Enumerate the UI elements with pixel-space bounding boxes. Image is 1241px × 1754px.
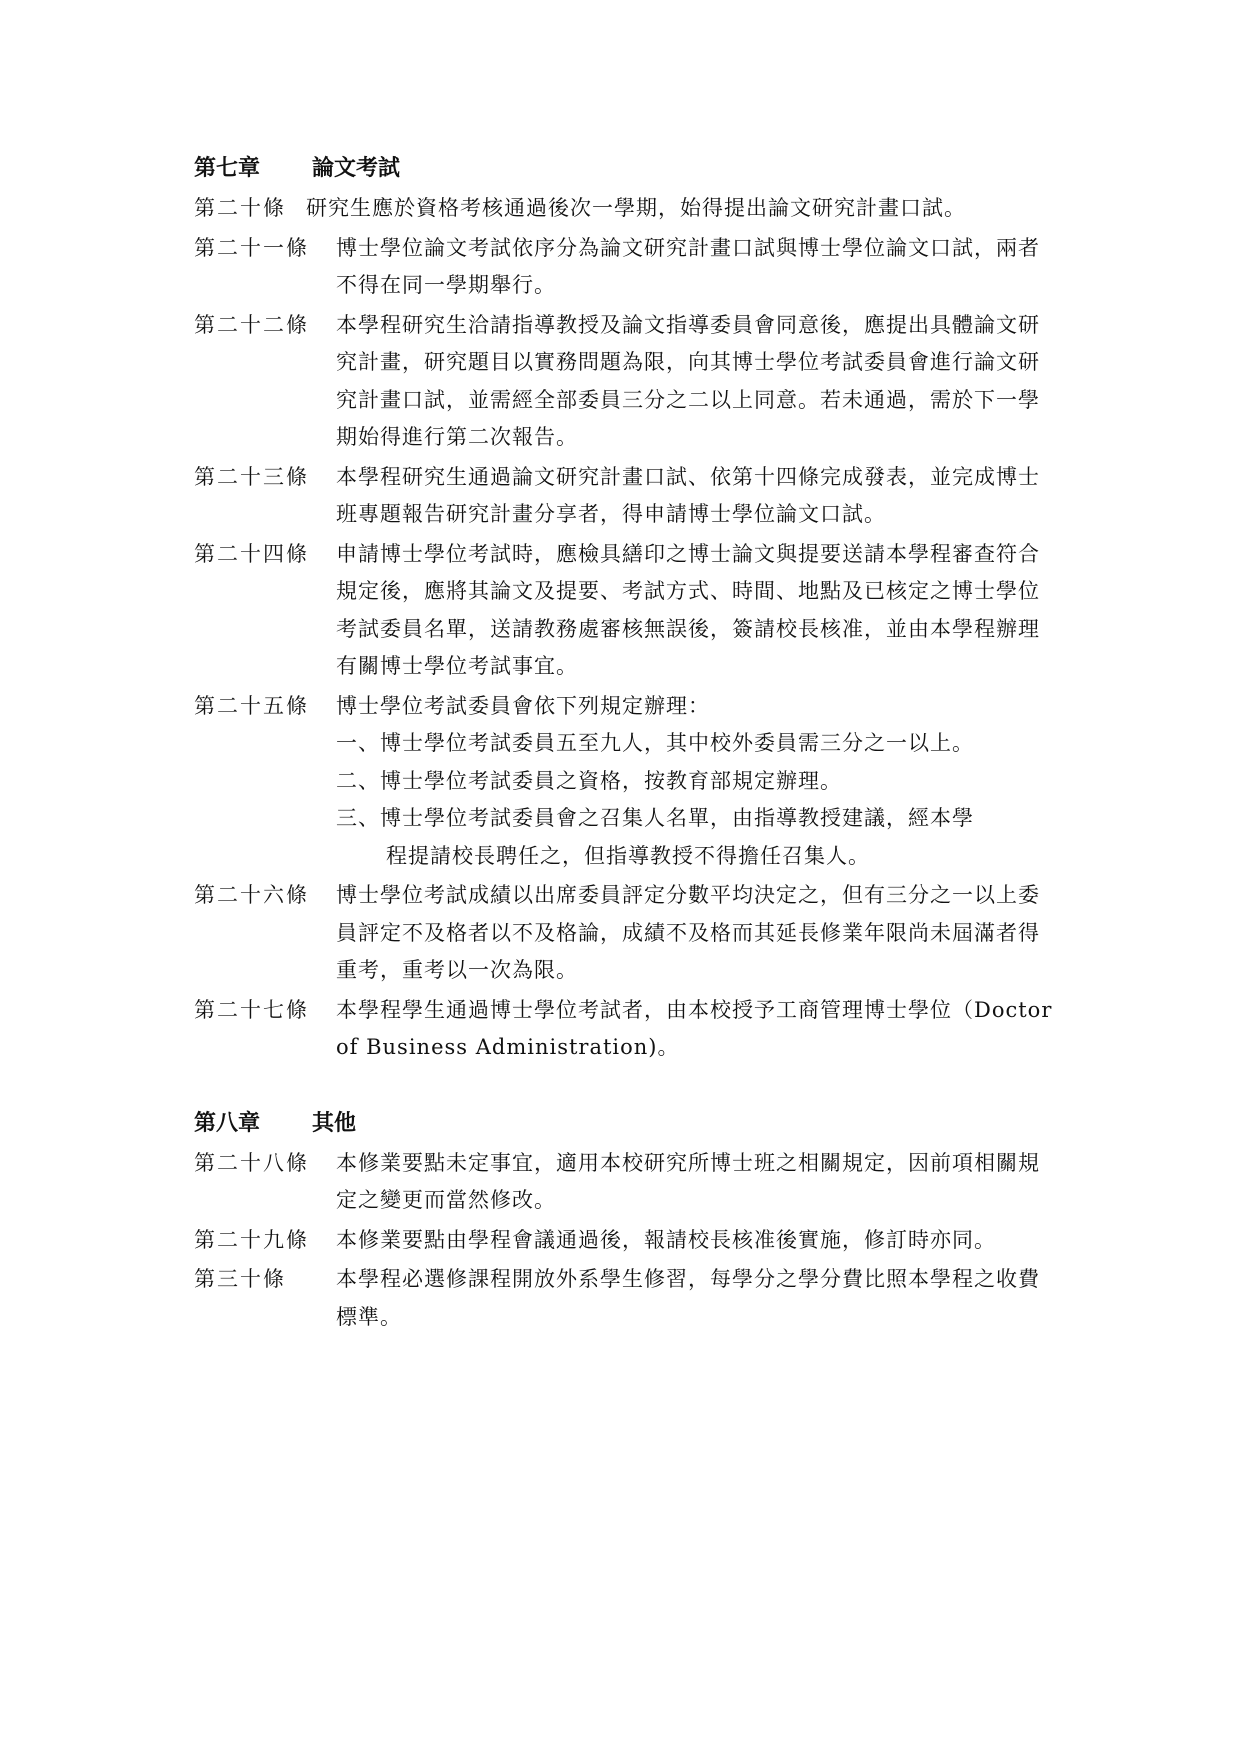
- article-26: [194, 877, 1060, 990]
- article-label: 第二十四條: [194, 541, 309, 566]
- article-text: 本學程研究生通過論文研究計畫口試、依第十四條完成發表，並完成博士班專題報告研究計畫分享者，得申請博士學位論文口試。: [336, 464, 1040, 526]
- article-20: [194, 190, 1060, 228]
- article-29: [194, 1222, 1060, 1260]
- article-label: 第二十五條: [194, 693, 309, 718]
- document-page: [194, 150, 1060, 1338]
- list-item-3-text: 三、博士學位考試委員會之召集人名單，由指導教授建議，經本學: [336, 806, 974, 830]
- article-22: [194, 307, 1060, 457]
- article-label: 第二十七條: [194, 997, 309, 1022]
- article-28: [194, 1145, 1060, 1220]
- article-text: 本修業要點未定事宜，適用本校研究所博士班之相關規定，因前項相關規定之變更而當然修改。: [336, 1150, 1040, 1212]
- article-text: 博士學位論文考試依序分為論文研究計畫口試與博士學位論文口試，兩者不得在同一學期舉行。: [336, 235, 1040, 297]
- chapter-number: 第八章: [194, 1109, 261, 1136]
- article-text: 本學程必選修課程開放外系學生修習，每學分之學分費比照本學程之收費標準。: [336, 1267, 1040, 1329]
- article-label: 第二十六條: [194, 883, 309, 907]
- chapter-7-heading: [194, 150, 1060, 186]
- article-24: [194, 536, 1060, 686]
- article-30: [194, 1261, 1060, 1336]
- article-label: 第二十一條: [194, 235, 309, 260]
- list-item-1: 一、博士學位考試委員五至九人，其中校外委員需三分之一以上。: [336, 731, 974, 755]
- article-text: 本修業要點由學程會議通過後，報請校長核准後實施，修訂時亦同。: [336, 1227, 996, 1252]
- list-item-3-continuation: 程提請校長聘任之，但指導教授不得擔任召集人。: [386, 843, 870, 868]
- article-25: [194, 688, 1060, 876]
- article-text: 博士學位考試成績以出席委員評定分數平均決定之，但有三分之一以上委員評定不及格者以不及格論，成績不及格而其延長修業年限尚未屆滿者得重考，重考以一次為限。: [336, 883, 1040, 982]
- article-label: 第二十三條: [194, 464, 309, 489]
- chapter-8-heading: [194, 1105, 1060, 1141]
- article-body: [336, 688, 1060, 876]
- article-23: [194, 459, 1060, 534]
- chapter-number: 第七章: [194, 155, 261, 181]
- article-text: 研究生應於資格考核通過後次一學期，始得提出論文研究計畫口試。: [306, 196, 966, 220]
- article-text: 博士學位考試委員會依下列規定辦理：: [336, 693, 710, 718]
- article-27: [194, 992, 1060, 1067]
- section-spacer: [194, 1069, 1060, 1105]
- article-text: 本學程學生通過博士學位考試者，由本校授予工商管理博士學位（Doctor of Business Administration)。: [336, 997, 1053, 1059]
- list-item-3: [336, 800, 1060, 875]
- article-text: 申請博士學位考試時，應檢具繕印之博士論文與提要送請本學程審查符合規定後，應將其論文及提要、考試方式、時間、地點及已核定之博士學位考試委員名單，送請教務處審核無誤後，簽請校長核准，並由本學程辦理有關博士學位考試事宜。: [336, 541, 1040, 678]
- article-label: 第二十九條: [194, 1227, 309, 1252]
- chapter-title: 論文考試: [312, 155, 401, 181]
- article-label: 第二十二條: [194, 312, 309, 337]
- list-item-2: 二、博士學位考試委員之資格，按教育部規定辦理。: [336, 768, 842, 793]
- article-21: [194, 230, 1060, 305]
- article-label: 第二十條: [194, 196, 286, 220]
- article-label: 第二十八條: [194, 1150, 309, 1175]
- article-label: 第三十條: [194, 1267, 286, 1291]
- article-text: 本學程研究生洽請指導教授及論文指導委員會同意後，應提出具體論文研究計畫，研究題目以實務問題為限，向其博士學位考試委員會進行論文研究計畫口試，並需經全部委員三分之二以上同意。若未通過，需於下一學期始得進行第二次報告。: [336, 312, 1040, 449]
- chapter-title: 其他: [312, 1109, 357, 1136]
